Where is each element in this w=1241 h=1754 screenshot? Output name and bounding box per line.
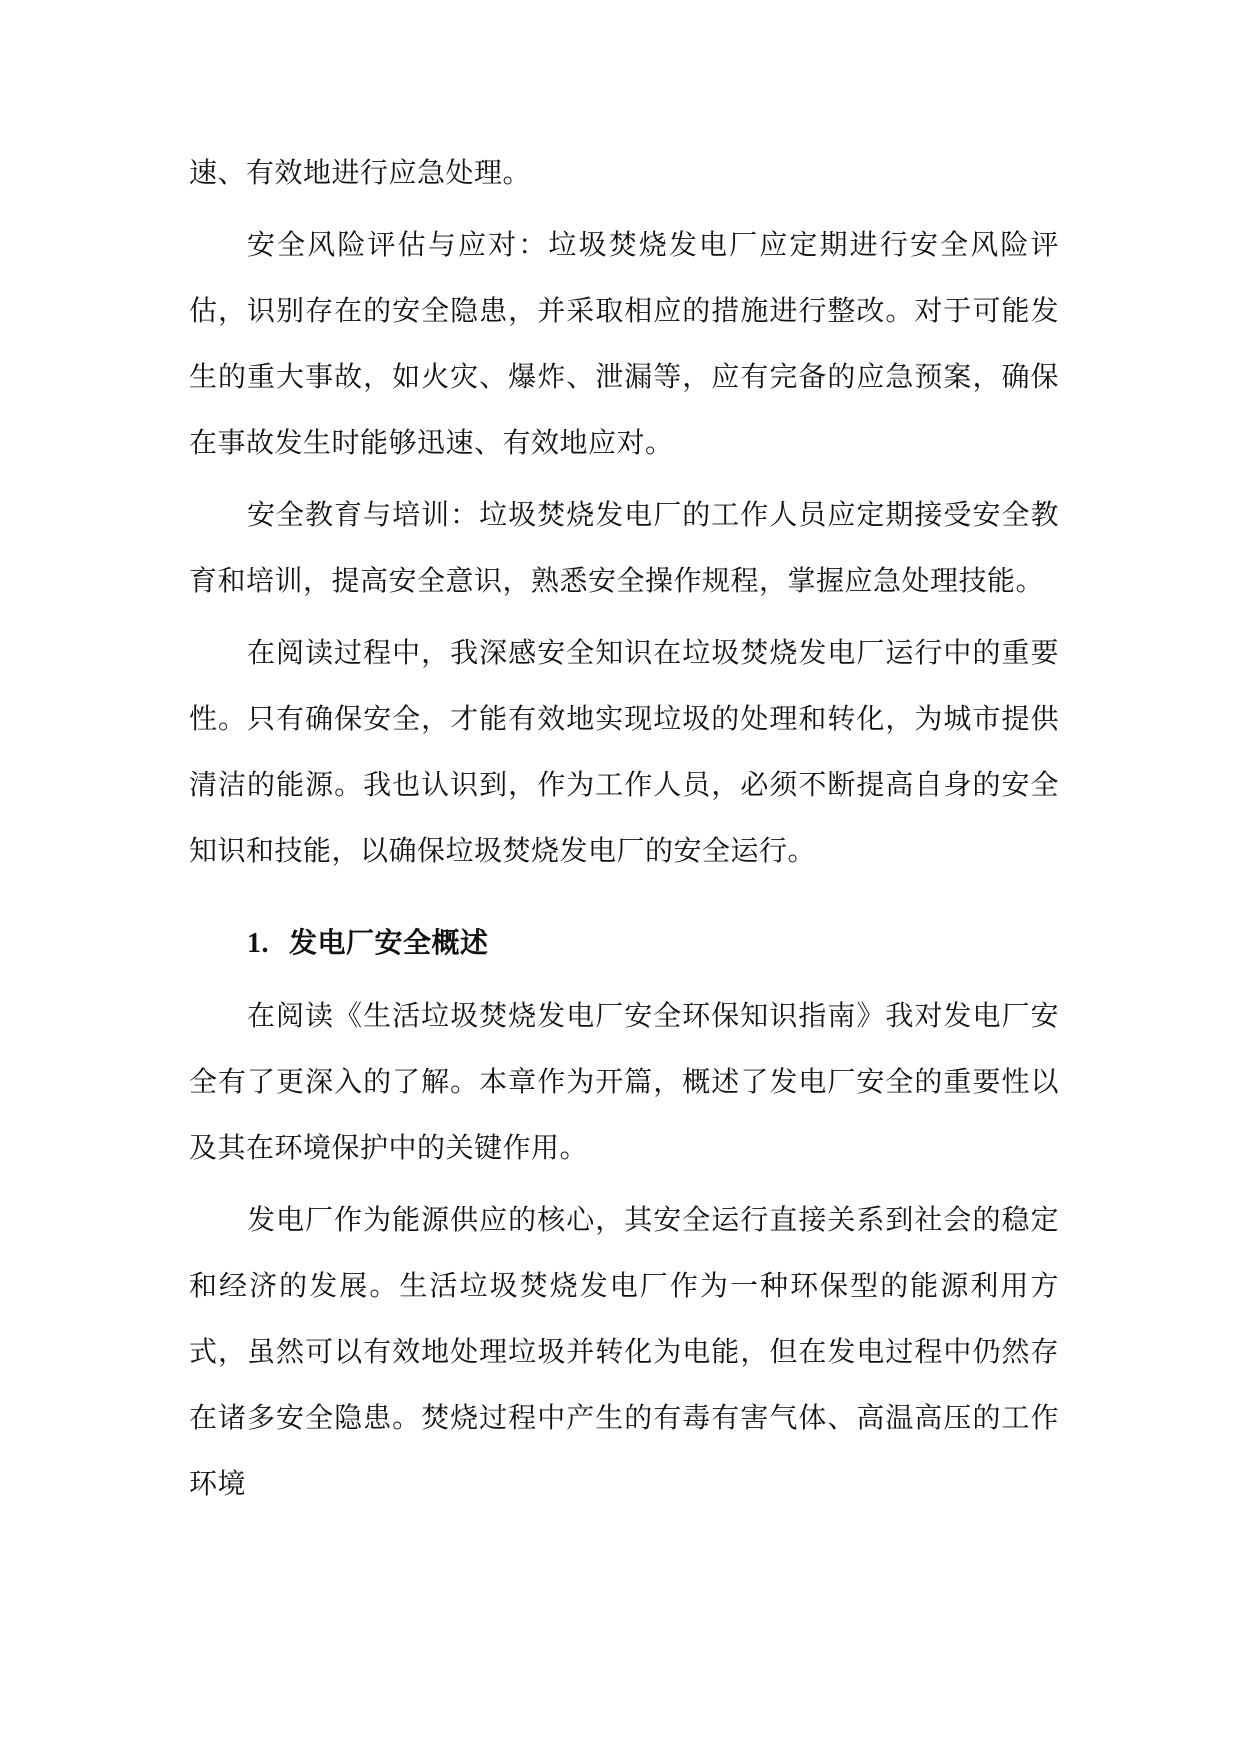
section-title: 发电厂安全概述 xyxy=(289,926,489,959)
paragraph-risk-assessment: 安全风险评估与应对：垃圾焚烧发电厂应定期进行安全风险评估，识别存在的安全隐患，并采取相应的措施进行整改。对于可能发生的重大事故，如火灾、爆炸、泄漏等，应有完备的应急预案，确保在事故发生时能够迅速、有效地应对。 xyxy=(189,228,1059,459)
section-heading xyxy=(189,910,1059,977)
paragraph-reading-reflection: 在阅读过程中，我深感安全知识在垃圾焚烧发电厂运行中的重要性。只有确保安全，才能有效地实现垃圾的处理和转化，为城市提供清洁的能源。我也认识到，作为工作人员，必须不断提高自身的安全知识和技能，以确保垃圾焚烧发电厂的安全运行。 xyxy=(189,636,1059,867)
paragraph-section-intro: 在阅读《生活垃圾焚烧发电厂安全环保知识指南》我对发电厂安全有了更深入的了解。本章作为开篇，概述了发电厂安全的重要性以及其在环境保护中的关键作用。 xyxy=(189,999,1059,1164)
paragraph-safety-training: 安全教育与培训：垃圾焚烧发电厂的工作人员应定期接受安全教育和培训，提高安全意识，熟悉安全操作规程，掌握应急处理技能。 xyxy=(189,498,1059,597)
paragraph-plant-importance: 发电厂作为能源供应的核心，其安全运行直接关系到社会的稳定和经济的发展。生活垃圾焚烧发电厂作为一种环保型的能源利用方式，虽然可以有效地处理垃圾并转化为电能，但在发电过程中仍然存在诸多安全隐患。焚烧过程中产生的有毒有害气体、高温高压的工作环境 xyxy=(189,1203,1059,1500)
section-number: 1. xyxy=(247,928,269,959)
document-body xyxy=(189,140,1059,1523)
paragraph-continuation: 速、有效地进行应急处理。 xyxy=(189,156,532,189)
